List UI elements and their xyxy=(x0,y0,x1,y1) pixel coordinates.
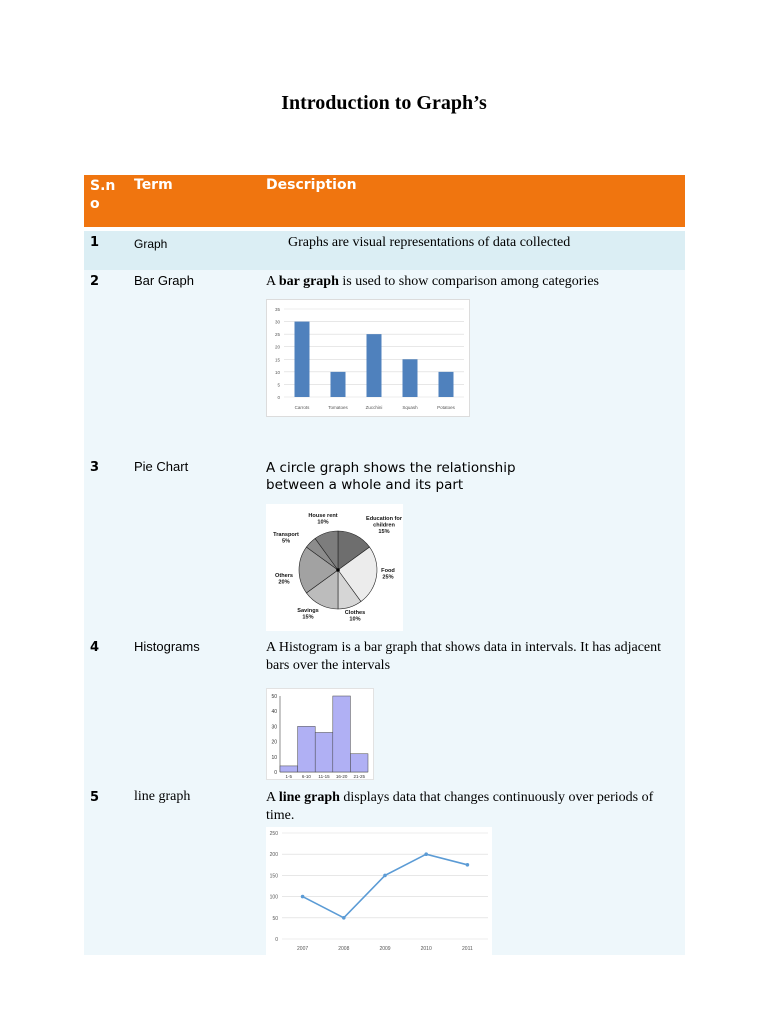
desc-bold: bar graph xyxy=(278,274,339,289)
row-number: 1 xyxy=(84,231,134,270)
x-tick-label: Potatoes xyxy=(437,405,455,410)
desc-suffix: displays data that changes continuously over periods of time. xyxy=(266,790,654,823)
header-term: Term xyxy=(134,177,173,193)
graphs-table xyxy=(84,175,685,955)
pie-label: Transport xyxy=(273,532,299,538)
x-tick-label: 2007 xyxy=(297,946,309,952)
y-tick-label: 150 xyxy=(269,873,278,880)
header-sno xyxy=(84,175,134,227)
data-point xyxy=(383,874,387,878)
desc-prefix: A xyxy=(266,274,279,289)
x-tick-label: 2010 xyxy=(420,946,432,952)
desc-suffix: is used to show comparison among categories xyxy=(338,274,600,289)
row-description xyxy=(266,786,685,955)
y-tick-label: 50 xyxy=(271,694,277,700)
x-tick-label: 21-25 xyxy=(353,774,365,779)
x-tick-label: Tomatoes xyxy=(328,405,348,410)
pie-percent: 15% xyxy=(302,614,314,621)
row-number: 5 xyxy=(84,786,134,955)
pie-label: children xyxy=(373,522,395,529)
histogram-bar xyxy=(280,766,298,772)
x-tick-label: 1-5 xyxy=(285,774,293,779)
table-row xyxy=(84,270,685,456)
x-tick-label: Zucchini xyxy=(365,405,383,410)
y-tick-label: 35 xyxy=(274,307,280,312)
row-description xyxy=(266,456,685,636)
row-term: Pie Chart xyxy=(134,456,266,636)
data-point xyxy=(342,916,346,920)
desc-bold: line graph xyxy=(278,790,340,805)
bar xyxy=(295,322,310,397)
row-number: 4 xyxy=(84,636,134,786)
x-tick-label: 2011 xyxy=(462,946,473,952)
line-chart xyxy=(266,827,492,955)
desc-text: A Histogram is a bar graph that shows data in intervals. It has adjacent bars over the intervals xyxy=(266,640,662,673)
pie-percent: 5% xyxy=(281,538,291,545)
table-row xyxy=(84,456,685,636)
y-tick-label: 25 xyxy=(274,332,280,338)
x-tick-label: 11-15 xyxy=(318,774,330,779)
row-description: Graphs are visual representations of data collected xyxy=(266,231,685,270)
row-term: Graph xyxy=(134,231,266,270)
y-tick-label: 30 xyxy=(274,319,280,325)
pie-percent: 15% xyxy=(378,529,390,535)
histogram-bar xyxy=(350,754,368,772)
bar xyxy=(331,372,346,397)
pie-label: Education for xyxy=(365,516,403,522)
bar-chart xyxy=(266,299,470,417)
y-tick-label: 15 xyxy=(274,357,280,363)
pie-label: Others xyxy=(274,573,294,579)
x-tick-label: Carrots xyxy=(294,405,310,410)
pie-center xyxy=(336,568,340,572)
row-term: Bar Graph xyxy=(134,270,266,456)
y-tick-label: 200 xyxy=(269,852,278,859)
table-row xyxy=(84,231,685,270)
desc-prefix: A xyxy=(266,790,279,805)
y-tick-label: 10 xyxy=(271,754,277,761)
pie-label: Savings xyxy=(297,608,319,614)
chart-frame xyxy=(266,827,492,955)
row-description xyxy=(266,636,685,786)
y-tick-label: 0 xyxy=(274,770,277,776)
pie-label: Clothes xyxy=(344,610,366,616)
y-tick-label: 5 xyxy=(277,382,280,388)
table-row xyxy=(84,786,685,955)
y-tick-label: 0 xyxy=(277,395,280,400)
pie-label: Food xyxy=(381,568,395,574)
table-row xyxy=(84,636,685,786)
y-tick-label: 40 xyxy=(271,709,277,716)
header-sno-line1: S.n xyxy=(90,178,116,194)
x-tick-label: Squash xyxy=(402,405,418,410)
pie-percent: 25% xyxy=(382,574,394,581)
histogram-bar xyxy=(315,732,333,772)
page-title: Introduction to Graph’s xyxy=(281,92,487,114)
histogram-chart xyxy=(266,688,374,780)
y-tick-label: 0 xyxy=(275,937,278,943)
bar xyxy=(439,372,454,397)
header-sno-line2: o xyxy=(90,196,100,212)
pie-percent: 20% xyxy=(278,579,290,586)
pie-chart xyxy=(266,504,403,631)
data-point xyxy=(301,895,305,899)
row-term: line graph xyxy=(134,786,266,955)
pie-percent: 10% xyxy=(349,616,361,623)
y-tick-label: 10 xyxy=(274,369,280,375)
y-tick-label: 100 xyxy=(269,894,278,901)
y-tick-label: 250 xyxy=(269,831,278,837)
row-number: 2 xyxy=(84,270,134,456)
y-tick-label: 50 xyxy=(272,915,278,922)
x-tick-label: 2009 xyxy=(379,946,391,952)
y-tick-label: 20 xyxy=(274,344,280,350)
x-tick-label: 16-20 xyxy=(335,774,348,779)
x-tick-label: 2008 xyxy=(338,946,350,952)
row-term: Histograms xyxy=(134,636,266,786)
row-number: 3 xyxy=(84,456,134,636)
desc-line1: A circle graph shows the relationship xyxy=(266,460,516,476)
bar xyxy=(403,359,418,397)
row-description xyxy=(266,270,685,456)
bar xyxy=(367,334,382,397)
data-point xyxy=(424,852,428,856)
pie-label: House rent xyxy=(308,513,338,519)
header-description: Description xyxy=(266,177,357,193)
data-point xyxy=(466,863,470,867)
table-header-row xyxy=(84,175,685,227)
y-tick-label: 30 xyxy=(271,724,277,731)
histogram-bar xyxy=(298,726,316,772)
x-tick-label: 6-10 xyxy=(301,774,311,779)
desc-line2: between a whole and its part xyxy=(266,477,464,493)
histogram-bar xyxy=(333,696,351,772)
pie-percent: 10% xyxy=(317,519,329,526)
y-tick-label: 20 xyxy=(271,739,277,746)
